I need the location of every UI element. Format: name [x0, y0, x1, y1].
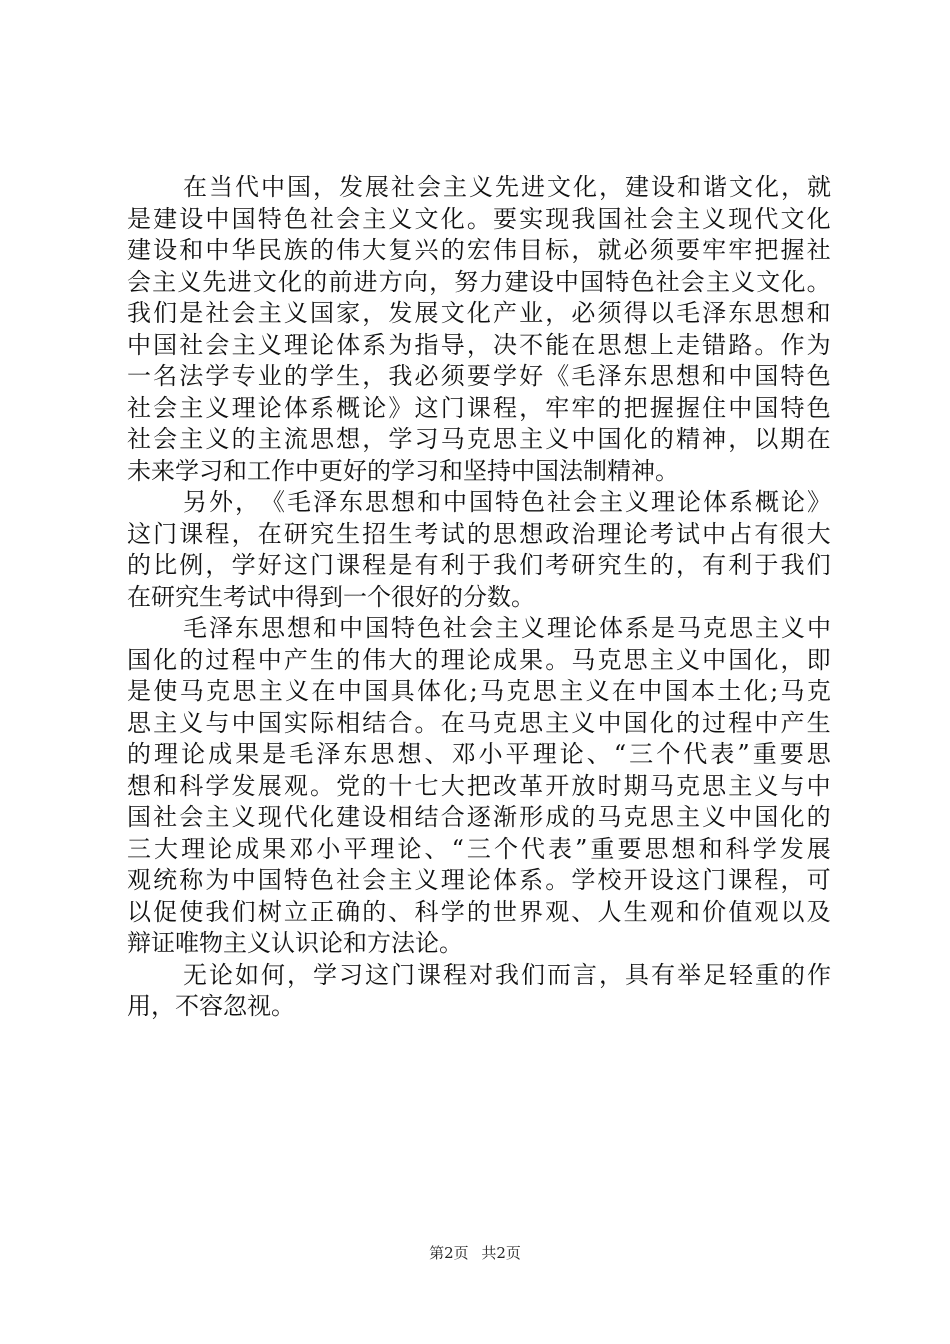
text-line: 另 外 ， 《 毛 泽 东 思 想 和 中 国 特 色 社 会 主 义 理 论 体 系 概 论 》 [183, 488, 831, 516]
text-line: 中 国 社 会 主 义 理 论 体 系 为 指 导 ， 决 不 能 在 思 想 上 走 错 路 。 作 为 [127, 330, 831, 359]
text-line: 我 们 是 社 会 主 义 国 家 ， 发 展 文 化 产 业 ， 必 须 得 以 毛 泽 东 思 想 和 [127, 299, 831, 327]
text-line: 是 使 马 克 思 主 义 在 中 国 具 体 化 ; 马 克 思 主 义 在 中 国 本 土 化 ; 马 克 [127, 677, 831, 705]
text-line: 观 统 称 为 中 国 特 色 社 会 主 义 理 论 体 系 。 学 校 开 设 这 门 课 程 ， 可 [127, 866, 831, 894]
text-line: 国 社 会 主 义 现 代 化 建 设 相 结 合 逐 渐 形 成 的 马 克 思 主 义 中 国 化 的 [127, 803, 831, 831]
text-line: 思 主 义 与 中 国 实 际 相 结 合 。 在 马 克 思 主 义 中 国 化 的 过 程 中 产 生 [127, 708, 831, 737]
text-line: 社 会 主 义 理 论 体 系 概 论 》 这 门 课 程 ， 牢 牢 的 把 握 握 住 中 国 特 色 [127, 393, 831, 422]
text-line: 社 会 主 义 的 主 流 思 想 ， 学 习 马 克 思 主 义 中 国 化 的 精 神 ， 以 期 在 [127, 425, 831, 453]
page-footer [0, 1243, 950, 1263]
text-line: 无 论 如 何 ， 学 习 这 门 课 程 对 我 们 而 言 ， 具 有 举 足 轻 重 的 作 [183, 960, 831, 989]
text-line: 这 门 课 程 ， 在 研 究 生 招 生 考 试 的 思 想 政 治 理 论 考 试 中 占 有 很 大 [127, 519, 831, 548]
text-line: 国 化 的 过 程 中 产 生 的 伟 大 的 理 论 成 果 。 马 克 思 主 义 中 国 化 ， 即 [127, 645, 831, 674]
page-total: 共2页 [481, 1244, 521, 1262]
text-line: 未 来 学 习 和 工 作 中 更 好 的 学 习 和 坚 持 中 国 法 制 精 神 。 [127, 456, 679, 485]
text-line: 会 主 义 先 进 文 化 的 前 进 方 向 ， 努 力 建 设 中 国 特 色 社 会 主 义 文 化 。 [127, 267, 831, 296]
text-line: 建 设 和 中 华 民 族 的 伟 大 复 兴 的 宏 伟 目 标 ， 就 必 须 要 牢 牢 把 握 社 [127, 236, 831, 264]
text-line: 的 理 论 成 果 是 毛 泽 东 思 想 、 邓 小 平 理 论 、 “ 三 个 代 表 ” 重 要 思 [127, 740, 831, 768]
text-line: 的 比 例 ， 学 好 这 门 课 程 是 有 利 于 我 们 考 研 究 生 的 ， 有 利 于 我 们 [127, 551, 831, 579]
text-line: 三 大 理 论 成 果 邓 小 平 理 论 、 “ 三 个 代 表 ” 重 要 思 想 和 科 学 发 展 [127, 834, 831, 863]
text-line: 毛 泽 东 思 想 和 中 国 特 色 社 会 主 义 理 论 体 系 是 马 克 思 主 义 中 [183, 614, 831, 642]
text-line: 在 研 究 生 考 试 中 得 到 一 个 很 好 的 分 数 。 [127, 582, 535, 611]
text-line: 用 ， 不 容 忽 视 。 [127, 992, 295, 1020]
text-line: 辩 证 唯 物 主 义 认 识 论 和 方 法 论 。 [127, 929, 463, 957]
text-line: 在 当 代 中 国 ， 发 展 社 会 主 义 先 进 文 化 ， 建 设 和 谐 文 化 ， 就 [183, 173, 831, 201]
document-body [127, 172, 831, 1023]
text-line: 是 建 设 中 国 特 色 社 会 主 义 文 化 。 要 实 现 我 国 社 会 主 义 现 代 文 化 [127, 204, 831, 233]
page-number: 第2页 [429, 1244, 469, 1262]
text-line: 以 促 使 我 们 树 立 正 确 的 、 科 学 的 世 界 观 、 人 生 观 和 价 值 观 以 及 [127, 897, 831, 926]
text-line: 一 名 法 学 专 业 的 学 生 ， 我 必 须 要 学 好 《 毛 泽 东 思 想 和 中 国 特 色 [127, 362, 831, 390]
text-line: 想 和 科 学 发 展 观 。 党 的 十 七 大 把 改 革 开 放 时 期 马 克 思 主 义 与 中 [127, 771, 831, 800]
